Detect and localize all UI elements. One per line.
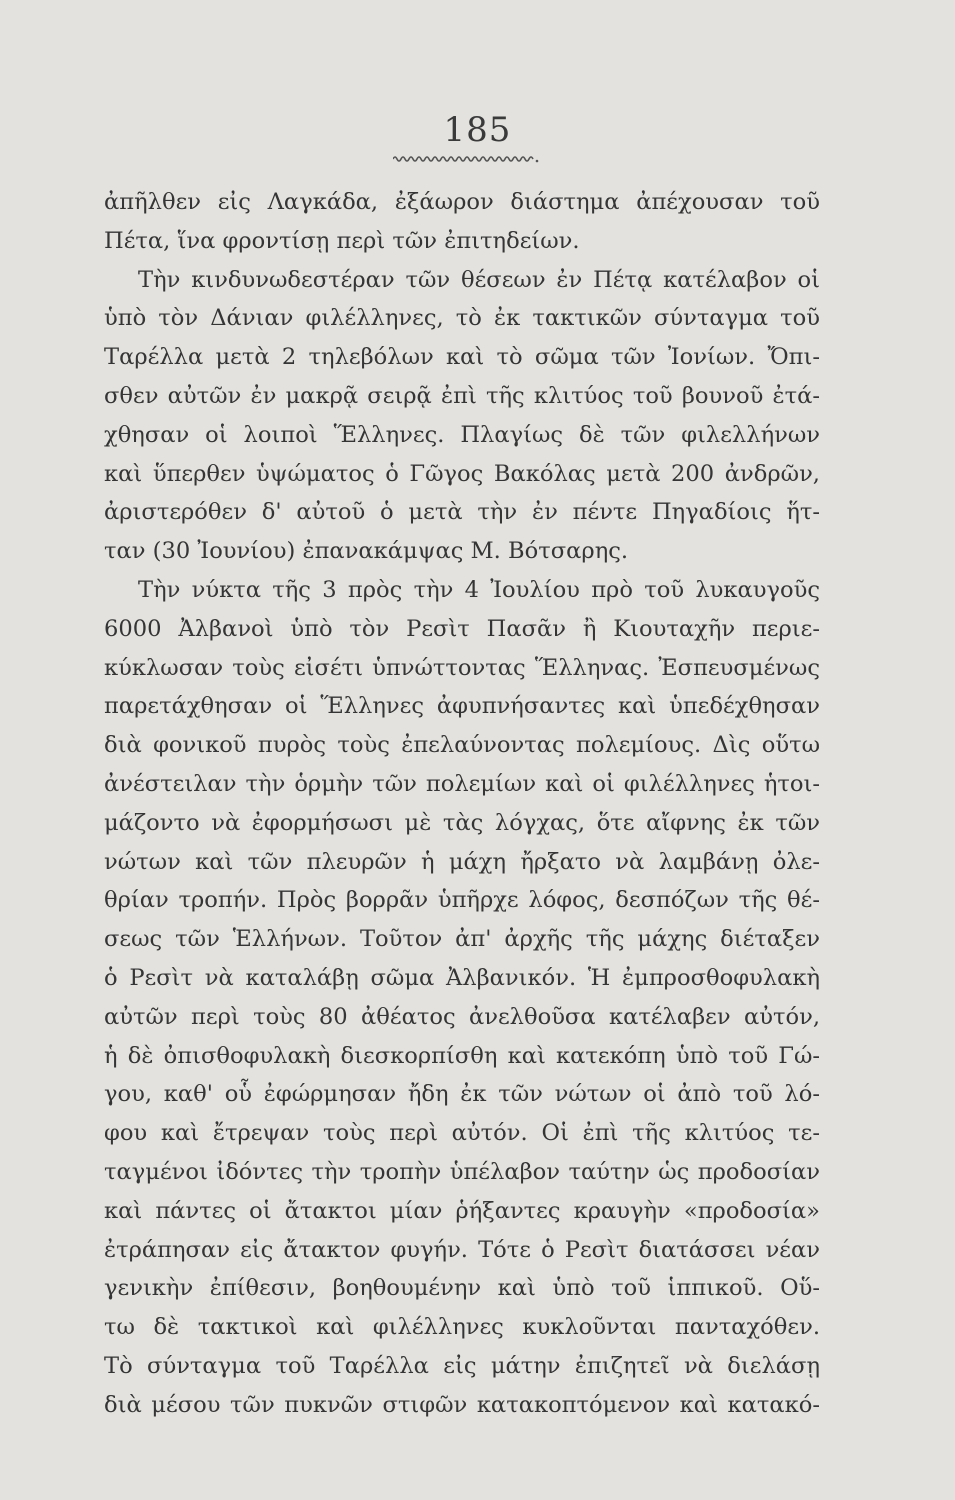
text-line: Τὸ σύνταγμα τοῦ Ταρέλλα εἰς μάτην ἐπιζητεῖ νὰ διελάσῃ: [104, 1352, 820, 1379]
text-line: Πέτα, ἵνα φροντίσῃ περὶ τῶν ἐπιτηδείων.: [104, 227, 580, 254]
text-line: ἡ δὲ ὀπισθοφυλακὴ διεσκορπίσθη καὶ κατεκόπη ὑπὸ τοῦ Γώ-: [104, 1042, 820, 1069]
text-line: ἀνέστειλαν τὴν ὁρμὴν τῶν πολεμίων καὶ οἱ φιλέλληνες ἡτοι-: [104, 770, 820, 797]
text-line: χθησαν οἱ λοιποὶ Ἕλληνες. Πλαγίως δὲ τῶν φιλελλήνων: [104, 421, 820, 448]
text-line: σθεν αὐτῶν ἐν μακρᾷ σειρᾷ ἐπὶ τῆς κλιτύος τοῦ βουνοῦ ἐτά-: [104, 382, 820, 409]
text-line: καὶ ὕπερθεν ὑψώματος ὁ Γῶγος Βακόλας μετὰ 200 ἀνδρῶν,: [104, 460, 820, 487]
text-line: ἀριστερόθεν δ' αὐτοῦ ὁ μετὰ τὴν ἐν πέντε Πηγαδίοις ἥτ-: [104, 499, 820, 526]
text-line: μάζοντο νὰ ἐφορμήσωσι μὲ τὰς λόγχας, ὅτε αἴφνης ἐκ τῶν: [104, 809, 820, 836]
text-line: σεως τῶν Ἑλλήνων. Τοῦτον ἀπ' ἀρχῆς τῆς μάχης διέταξεν: [104, 926, 820, 953]
text-line: φου καὶ ἔτρεψαν τοὺς περὶ αὐτόν. Οἱ ἐπὶ τῆς κλιτύος τε-: [104, 1120, 820, 1147]
body-text: [104, 183, 820, 1425]
text-line: ὁ Ρεσὶτ νὰ καταλάβῃ σῶμα Ἀλβανικόν. Ἡ ἐμπροσθοφυλακὴ: [104, 964, 820, 991]
text-line: ταγμένοι ἰδόντες τὴν τροπὴν ὑπέλαβον ταύτην ὡς προδοσίαν: [104, 1158, 820, 1185]
text-line: ὑπὸ τὸν Δάνιαν φιλέλληνες, τὸ ἐκ τακτικῶν σύνταγμα τοῦ: [104, 305, 820, 332]
text-line: καὶ πάντες οἱ ἄτακτοι μίαν ῥήξαντες κραυγὴν «προδοσία»: [104, 1197, 820, 1224]
text-line: ἐτράπησαν εἰς ἄτακτον φυγήν. Τότε ὁ Ρεσὶτ διατάσσει νέαν: [104, 1236, 820, 1263]
text-line: νώτων καὶ τῶν πλευρῶν ἡ μάχη ἤρξατο νὰ λαμβάνῃ ὀλε-: [104, 848, 820, 875]
text-line: διὰ μέσου τῶν πυκνῶν στιφῶν κατακοπτόμενον καὶ κατακό-: [104, 1391, 820, 1418]
text-line: αὐτῶν περὶ τοὺς 80 ἀθέατος ἀνελθοῦσα κατέλαβεν αὐτόν,: [104, 1003, 820, 1030]
text-line: θρίαν τροπήν. Πρὸς βορρᾶν ὑπῆρχε λόφος, δεσπόζων τῆς θέ-: [104, 887, 820, 914]
page-number: 185: [443, 110, 512, 150]
text-line: Τὴν νύκτα τῆς 3 πρὸς τὴν 4 Ἰουλίου πρὸ τοῦ λυκαυγοῦς: [138, 576, 820, 603]
text-line: κύκλωσαν τοὺς εἰσέτι ὑπνώττοντας Ἕλληνας. Ἐσπευσμένως: [104, 654, 820, 681]
text-line: γου, καθ' οὗ ἐφώρμησαν ἤδη ἐκ τῶν νώτων οἱ ἀπὸ τοῦ λό-: [104, 1081, 820, 1108]
text-line: ἀπῆλθεν εἰς Λαγκάδα, ἐξάωρον διάστημα ἀπέχουσαν τοῦ: [104, 189, 820, 215]
text-line: Ταρέλλα μετὰ 2 τηλεβόλων καὶ τὸ σῶμα τῶν Ἰονίων. Ὄπι-: [104, 344, 820, 371]
text-line: 6000 Ἀλβανοὶ ὑπὸ τὸν Ρεσὶτ Πασᾶν ἢ Κιουταχῆν περιε-: [104, 615, 820, 642]
text-line: Τὴν κινδυνωδεστέραν τῶν θέσεων ἐν Πέτᾳ κατέλαβον οἱ: [138, 266, 820, 293]
text-line: τω δὲ τακτικοὶ καὶ φιλέλληνες κυκλοῦνται πανταχόθεν.: [104, 1314, 820, 1341]
text-line: ταν (30 Ἰουνίου) ἐπανακάμψας Μ. Βότσαρης.: [104, 538, 629, 565]
wavy-ornament-rule: [393, 154, 539, 164]
text-line: παρετάχθησαν οἱ Ἕλληνες ἀφυπνήσαντες καὶ ὑπεδέχθησαν: [104, 693, 820, 720]
text-line: διὰ φονικοῦ πυρὸς τοὺς ἐπελαύνοντας πολεμίους. Δὶς οὕτω: [104, 732, 820, 759]
text-line: γενικὴν ἐπίθεσιν, βοηθουμένην καὶ ὑπὸ τοῦ ἱππικοῦ. Οὕ-: [104, 1275, 820, 1302]
